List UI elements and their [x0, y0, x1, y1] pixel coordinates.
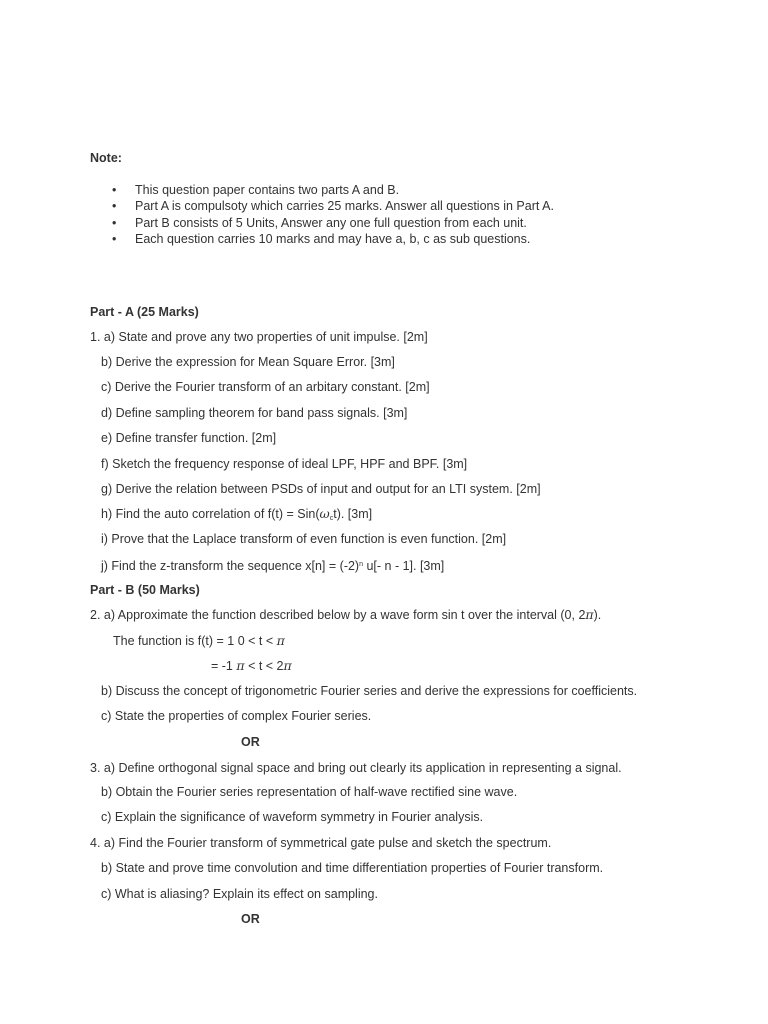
- question-1a: 1. a) State and prove any two properties of unit impulse. [2m]: [90, 330, 428, 344]
- question-1e: e) Define transfer function. [2m]: [101, 431, 277, 445]
- question-1b: b) Derive the expression for Mean Square Error. [3m]: [101, 355, 395, 369]
- question-3c: c) Explain the significance of waveform symmetry in Fourier analysis.: [101, 810, 484, 824]
- question-1i: i) Prove that the Laplace transform of even function is even function. [2m]: [101, 532, 507, 546]
- question-3b: b) Obtain the Fourier series representation of half-wave rectified sine wave.: [101, 785, 518, 799]
- part-a-heading: Part - A (25 Marks): [90, 305, 199, 319]
- note-item: • This question paper contains two parts A and B.: [112, 183, 400, 197]
- question-2a: 2. a) Approximate the function described below by a wave form sin t over the interval (0, 2π).: [90, 607, 602, 622]
- question-2c: c) State the properties of complex Fourier series.: [101, 709, 372, 723]
- bullet-icon: •: [112, 215, 117, 230]
- bullet-icon: •: [112, 231, 117, 246]
- notes-list: [90, 182, 554, 247]
- question-1h: h) Find the auto correlation of $f(t) = Sin(\omega_ct)$. [3m]: [101, 506, 373, 522]
- function-line-1: The function is f(t) = 1 0 < t < π: [113, 633, 285, 648]
- question-1g: g) Derive the relation between PSDs of input and output for an LTI system. [2m]: [101, 482, 541, 496]
- note-item: • Part A is compulsoty which carries 25 marks. Answer all questions in Part A.: [112, 199, 554, 214]
- pi-symbol: π: [283, 658, 292, 673]
- question-1d: d) Define sampling theorem for band pass signals. [3m]: [101, 406, 408, 420]
- note-item: • Part B consists of 5 Units, Answer any one full question from each unit.: [112, 215, 527, 230]
- question-4a: 4. a) Find the Fourier transform of symmetrical gate pulse and sketch the spectrum.: [90, 836, 552, 850]
- or-separator: OR: [241, 735, 260, 749]
- pi-symbol: π: [236, 658, 245, 673]
- question-3a: 3. a) Define orthogonal signal space and bring out clearly its application in representing a signal.: [90, 761, 622, 775]
- question-2b: b) Discuss the concept of trigonometric Fourier series and derive the expressions for coefficients.: [101, 684, 638, 698]
- pi-symbol: π: [276, 633, 285, 648]
- pi-symbol: π: [585, 607, 594, 622]
- omega-symbol: ω: [319, 506, 330, 521]
- part-b-heading: Part - B (50 Marks): [90, 583, 200, 597]
- question-1f: f) Sketch the frequency response of ideal LPF, HPF and BPF. [3m]: [101, 457, 468, 471]
- bullet-icon: •: [112, 183, 117, 197]
- or-separator: OR: [241, 912, 260, 926]
- question-1c: c) Derive the Fourier transform of an arbitary constant. [2m]: [101, 380, 430, 394]
- note-item: • Each question carries 10 marks and may have a, b, c as sub questions.: [112, 231, 531, 246]
- question-1j: j) Find the z-transform the sequence $x[n] = (-2)^n$ u[- n - 1]. [3m]: [101, 559, 445, 573]
- question-4b: b) State and prove time convolution and time differentiation properties of Fourier transform.: [101, 861, 604, 875]
- question-4c: c) What is aliasing? Explain its effect on sampling.: [101, 887, 378, 901]
- note-heading: Note:: [90, 151, 122, 165]
- function-line-2: = -1 π < t < 2π: [211, 658, 292, 673]
- bullet-icon: •: [112, 199, 117, 214]
